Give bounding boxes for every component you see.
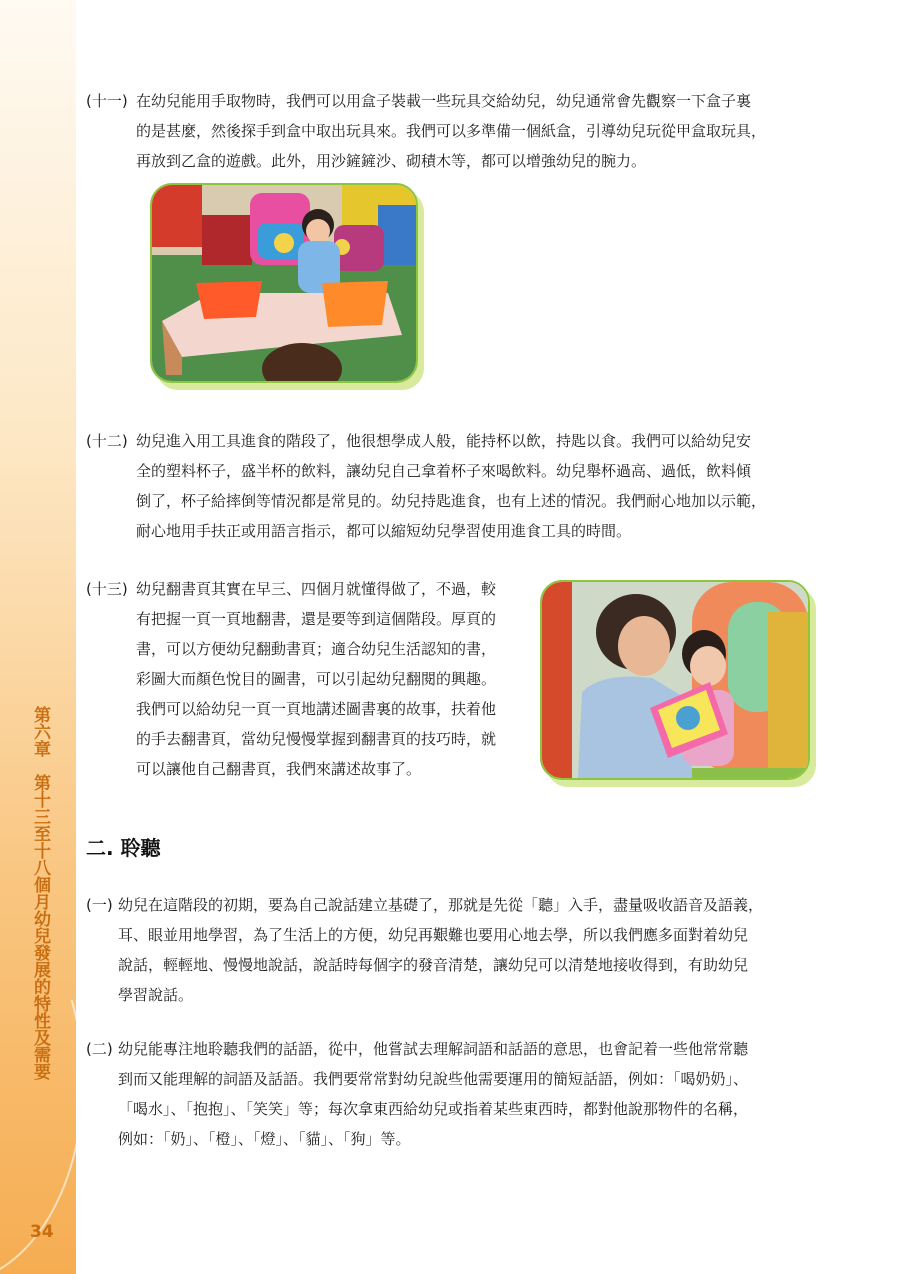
text-line: 我們可以給幼兒一頁一頁地講述圖書裏的故事，扶着他 [136,700,497,718]
paragraph-label: (一) [86,896,113,914]
text-line: 在幼兒能用手取物時，我們可以用盒子裝載一些玩具交給幼兒，幼兒通常會先觀察一下盒子裏 [136,92,752,110]
photo-reading-picture-book [540,580,810,780]
text-line: 學習說話。 [118,986,194,1004]
text-line: 幼兒進入用工具進食的階段了，他很想學成人般，能持杯以飲，持匙以食。我們可以給幼兒安 [136,432,752,450]
text-line: 幼兒在這階段的初期，要為自己說話建立基礎了，那就是先從「聽」入手，盡量吸收語音及語義， [118,896,764,914]
paragraph-11 [86,86,826,176]
page-number: 34 [30,1222,54,1242]
photo-illustration [152,185,416,381]
text-line: 可以讓他自己翻書頁，我們來講述故事了。 [136,760,422,778]
text-line: 再放到乙盒的遊戲。此外，用沙鏟鏟沙、砌積木等，都可以增強幼兒的腕力。 [136,152,647,170]
text-line: 幼兒翻書頁其實在早三、四個月就懂得做了，不過，較 [136,580,497,598]
paragraph-label: (十一) [86,92,128,110]
paragraph-2-1 [86,890,826,1010]
text-line: 例如：「奶」、「橙」、「燈」、「貓」、「狗」等。 [118,1130,411,1148]
chapter-title: 第六章 第十三至十八個月幼兒發展的特性及需要 [30,706,50,1080]
paragraph-13 [86,574,536,784]
text-line: 「喝水」、「抱抱」、「笑笑」等；每次拿東西給幼兒或指着某些東西時，都對他說那物件的名稱， [118,1100,749,1118]
text-line: 幼兒能專注地聆聽我們的話語，從中，他嘗試去理解詞語和話語的意思，也會記着一些他常常聽 [118,1040,749,1058]
text-line: 彩圖大而顏色悅目的圖書，可以引起幼兒翻閱的興趣。 [136,670,497,688]
text-line: 到而又能理解的詞語及話語。我們要常常對幼兒說些他需要運用的簡短話語，例如：「喝奶奶」、 [118,1070,749,1088]
paragraph-label: (十三) [86,580,128,598]
text-line: 書，可以方便幼兒翻動書頁；適合幼兒生活認知的書， [136,640,497,658]
section-heading: 二. 聆聽 [86,836,161,860]
text-line: 倒了，杯子給摔倒等情況都是常見的。幼兒持匙進食，也有上述的情況。我們耐心地加以示範， [136,492,767,510]
text-line: 有把握一頁一頁地翻書，還是要等到這個階段。厚頁的 [136,610,497,628]
text-line: 耳、眼並用地學習，為了生活上的方便，幼兒再艱難也要用心地去學，所以我們應多面對着幼兒 [118,926,749,944]
photo-child-toy-boxes [150,183,418,383]
paragraph-label: (二) [86,1040,113,1058]
text-line: 全的塑料杯子，盛半杯的飲料，讓幼兒自己拿着杯子來喝飲料。幼兒舉杯過高、過低，飲料傾 [136,462,752,480]
paragraph-label: (十二) [86,432,128,450]
text-line: 耐心地用手扶正或用語言指示，都可以縮短幼兒學習使用進食工具的時間。 [136,522,632,540]
text-line: 說話，輕輕地、慢慢地說話，說話時每個字的發音清楚，讓幼兒可以清楚地接收得到，有助幼兒 [118,956,749,974]
paragraph-2-2 [86,1034,826,1154]
paragraph-12 [86,426,826,546]
text-line: 的手去翻書頁，當幼兒慢慢掌握到翻書頁的技巧時，就 [136,730,497,748]
photo-illustration [542,582,808,778]
text-line: 的是甚麼，然後探手到盒中取出玩具來。我們可以多準備一個紙盒，引導幼兒玩從甲盒取玩具， [136,122,767,140]
